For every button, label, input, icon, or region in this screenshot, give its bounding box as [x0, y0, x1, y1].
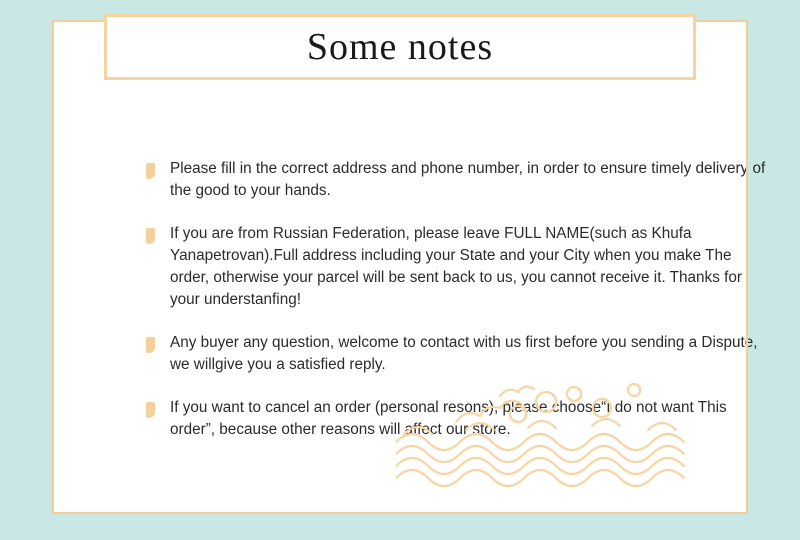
- note-text: Any buyer any question, welcome to contact with us first before you sending a Dispute, we willgive you a satisfied reply.: [170, 334, 758, 373]
- bullet-icon: [146, 163, 155, 179]
- list-item: [144, 397, 774, 441]
- bullet-icon: [146, 228, 155, 244]
- list-item: [144, 158, 774, 202]
- title-box: [104, 14, 696, 80]
- note-text: If you are from Russian Federation, please leave FULL NAME(such as Khufa Yanapetrovan).Full address including your State and your City when you make The order, otherwise your parcel will be sent back to us, you cannot receive it. Thanks for your understanfing!: [170, 225, 742, 308]
- notes-list: [144, 158, 774, 441]
- list-item: [144, 332, 774, 376]
- note-text: Please fill in the correct address and phone number, in order to ensure timely delivery of the good to your hands.: [170, 160, 766, 199]
- note-text: If you want to cancel an order (personal resons), please choose“I do not want This order”, because other reasons will affect our store.: [170, 399, 727, 438]
- list-item: [144, 223, 774, 311]
- page-title: Some notes: [306, 26, 494, 68]
- bullet-icon: [146, 402, 155, 418]
- content-card: [52, 20, 766, 514]
- bullet-icon: [146, 337, 155, 353]
